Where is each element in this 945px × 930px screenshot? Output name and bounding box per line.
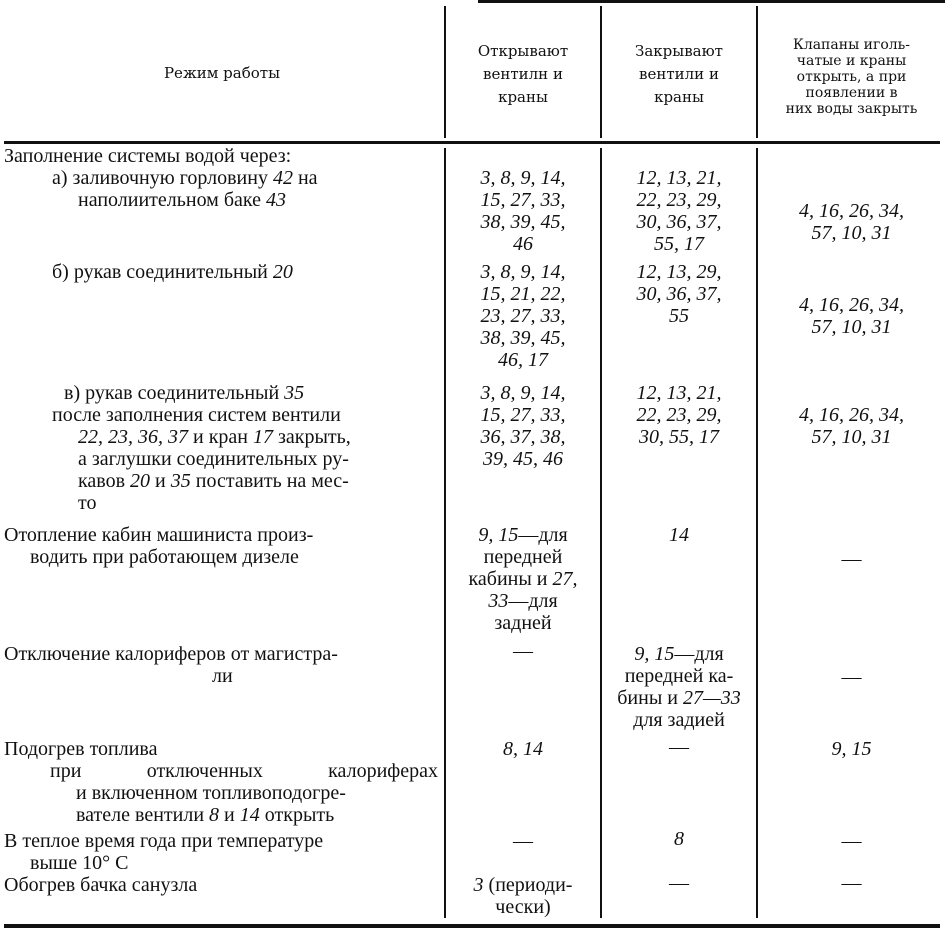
valve-list: 15, 27, 33, (480, 189, 566, 211)
valve-list: передней (483, 546, 563, 568)
text: и (150, 470, 171, 492)
header-needle-line: них воды закрыть (785, 101, 918, 117)
text: открыть (259, 804, 335, 826)
row-b-needle (758, 294, 945, 338)
row-v-line (6, 382, 440, 404)
valve-list: 38, 39, 45, (480, 211, 566, 233)
text: вателе вентили (76, 804, 210, 826)
top-rule (478, 0, 945, 3)
row-a-close (602, 167, 756, 255)
valve-list (446, 568, 600, 590)
row-v-line: после заполнения систем вентили (52, 404, 341, 426)
valve-list: 3, 8, 9, 14, (480, 382, 566, 404)
row-b-mode (6, 261, 440, 283)
row-fuel-needle (758, 738, 945, 760)
row-toilet-mode (4, 874, 438, 896)
row-v-line (6, 426, 440, 448)
row-fuel-line: Подогрев топлива (4, 738, 158, 760)
valve-list: 39, 45, 46 (483, 448, 563, 470)
valve-list: 15, 27, 33, (480, 404, 566, 426)
header-open (446, 40, 600, 109)
text: кабины и (468, 568, 553, 590)
fill-title (4, 145, 438, 167)
row-toilet-open (446, 874, 600, 918)
valve-list: 8, 14 (503, 738, 543, 760)
row-cabin-needle (758, 548, 945, 570)
valve-list: 22, 23, 29, (636, 189, 722, 211)
text: —для (518, 524, 568, 546)
valve-list: 36, 37, 38, (480, 426, 566, 448)
text: наполиительном баке (78, 189, 266, 211)
header-rule (4, 141, 940, 144)
row-fuel-close (602, 736, 756, 758)
text: кавов (78, 470, 131, 492)
text: (периоди- (483, 874, 573, 896)
valve-list: задней (494, 612, 552, 634)
valve-list: 23, 27, 33, (480, 305, 566, 327)
row-cabin-line: водить при работающем дизеле (30, 546, 299, 568)
num: 14 (239, 804, 260, 826)
num: 17 (253, 426, 273, 448)
header-needle-line: чатые и краны (796, 53, 907, 69)
valve-list (446, 524, 600, 546)
num: 42 (272, 167, 293, 189)
header-close-line: Закрывают (635, 42, 723, 60)
num: 20 (272, 261, 293, 283)
row-calorifer-close (602, 643, 756, 731)
text: —для (674, 643, 724, 665)
num: 27—33 (682, 687, 741, 709)
num: 43 (266, 189, 286, 211)
valve-list: 12, 13, 21, (636, 382, 722, 404)
row-v-close (602, 382, 756, 448)
valve-list: 46 (513, 233, 533, 255)
row-warm-line: выше 10° С (30, 852, 129, 874)
dash: — (841, 872, 862, 894)
text: и кран (188, 426, 253, 448)
row-warm-close (602, 828, 756, 850)
fill-title-text: Заполнение системы водой через: (4, 145, 292, 167)
valve-list: 22, 23, 29, (636, 404, 722, 426)
row-calorifer-open (446, 640, 600, 662)
row-toilet-close (602, 872, 756, 894)
valve-list: 15, 21, 22, (480, 283, 566, 305)
row-a-line (6, 189, 440, 211)
header-close-line: вентили и (639, 65, 719, 83)
row-toilet-line: Обогрев бачка санузла (4, 874, 198, 896)
row-v-line (6, 470, 440, 492)
row-b-close (602, 261, 756, 327)
valve-list: 3, 8, 9, 14, (480, 261, 566, 283)
header-needle (758, 37, 945, 117)
row-calorifer-line: ли (212, 665, 233, 687)
row-fuel-line: и включенном топливоподогре- (76, 782, 346, 804)
row-calorifer-line: Отключение калориферов от магистра- (4, 643, 338, 665)
header-open-line: вентилн и (483, 65, 563, 83)
valve-list: 3, 8, 9, 14, (480, 167, 566, 189)
dash: — (513, 640, 533, 662)
row-v-open (446, 382, 600, 470)
valve-list: 57, 10, 31 (811, 222, 892, 244)
text: на (292, 167, 318, 189)
valve-list: передней ка- (624, 665, 734, 687)
valve-list: 55 (669, 305, 689, 327)
row-warm-needle (758, 830, 945, 852)
column-divider (756, 148, 758, 918)
num: 3 (473, 874, 484, 896)
row-fuel-mode (4, 738, 438, 826)
dash: — (841, 548, 862, 570)
valve-list (602, 687, 756, 709)
num: 9, 15 (634, 643, 675, 665)
row-a-needle (758, 200, 945, 244)
valve-list: 14 (669, 524, 689, 546)
valve-list: 12, 13, 29, (636, 261, 722, 283)
valve-list (446, 590, 600, 612)
row-warm-line: В теплое время года при температуре (4, 830, 324, 852)
num: 27, (552, 568, 578, 590)
dash: — (669, 872, 689, 894)
row-warm-open (446, 830, 600, 852)
valve-list (446, 874, 600, 896)
dash: — (841, 830, 862, 852)
valve-list (602, 643, 756, 665)
valve-list: 38, 39, 45, (480, 327, 566, 349)
row-cabin-open (446, 524, 600, 634)
row-a-open (446, 167, 600, 255)
num: 35 (170, 470, 191, 492)
dash: — (513, 830, 533, 852)
row-a-line (6, 167, 440, 189)
row-toilet-needle (758, 872, 945, 894)
text: закрыть, (273, 426, 351, 448)
header-close (602, 40, 756, 109)
valve-list: чески) (495, 896, 551, 918)
text: б) рукав соединительный (52, 261, 273, 283)
dash: — (841, 666, 862, 688)
num: 9, 15 (478, 524, 519, 546)
text: в) рукав соединительный (64, 382, 285, 404)
bottom-rule (4, 924, 940, 928)
row-fuel-line (4, 804, 438, 826)
row-cabin-line: Отопление кабин машиниста произ- (4, 524, 314, 546)
row-b-line (6, 261, 440, 283)
valve-list: 9, 15 (831, 738, 872, 760)
num: 35 (284, 382, 305, 404)
valve-list: для задией (633, 709, 725, 731)
row-fuel-line: при отключенных калориферах (50, 760, 438, 782)
row-v-mode (6, 382, 440, 514)
row-calorifer-needle (758, 666, 945, 688)
text: поставить на мес- (190, 470, 349, 492)
num: 33 (488, 590, 509, 612)
num: 22, 23, 36, 37 (78, 426, 188, 448)
valve-list: 4, 16, 26, 34, (799, 404, 904, 426)
row-v-needle (758, 404, 945, 448)
valve-list: 4, 16, 26, 34, (799, 294, 904, 316)
valve-list: 4, 16, 26, 34, (799, 200, 904, 222)
header-open-line: Открывают (477, 42, 569, 60)
valve-list: 57, 10, 31 (811, 316, 892, 338)
valve-list: 8 (674, 828, 684, 850)
valve-list: 55, 17 (654, 233, 704, 255)
valve-list: 30, 36, 37, (636, 211, 722, 233)
text: и (219, 804, 240, 826)
header-mode: Режим работы (163, 64, 281, 82)
valve-list: 12, 13, 21, (636, 167, 722, 189)
text: а) заливочную горловину (52, 167, 273, 189)
num: 8 (209, 804, 220, 826)
text: —для (508, 590, 558, 612)
row-cabin-mode (4, 524, 438, 568)
dash: — (669, 736, 689, 758)
row-b-open (446, 261, 600, 371)
row-fuel-open (446, 738, 600, 760)
row-a-mode (6, 167, 440, 211)
row-v-line: то (78, 492, 97, 514)
valve-list: 30, 36, 37, (636, 283, 722, 305)
header-needle-line: Клапаны иголь- (792, 37, 911, 53)
row-calorifer-mode (4, 643, 438, 687)
text: бины и (617, 687, 683, 709)
header-needle-line: открыть, а при (796, 69, 907, 85)
header-close-line: краны (654, 88, 704, 106)
header-open-line: краны (498, 88, 548, 106)
valve-list: 57, 10, 31 (811, 426, 892, 448)
num: 20 (130, 470, 151, 492)
row-v-line: а заглушки соединительных ру- (78, 448, 349, 470)
valve-list: 46, 17 (498, 349, 548, 371)
valve-list: 30, 55, 17 (639, 426, 719, 448)
header-needle-line: появлении в (805, 85, 898, 101)
row-warm-mode (4, 830, 438, 874)
row-cabin-close (602, 524, 756, 546)
